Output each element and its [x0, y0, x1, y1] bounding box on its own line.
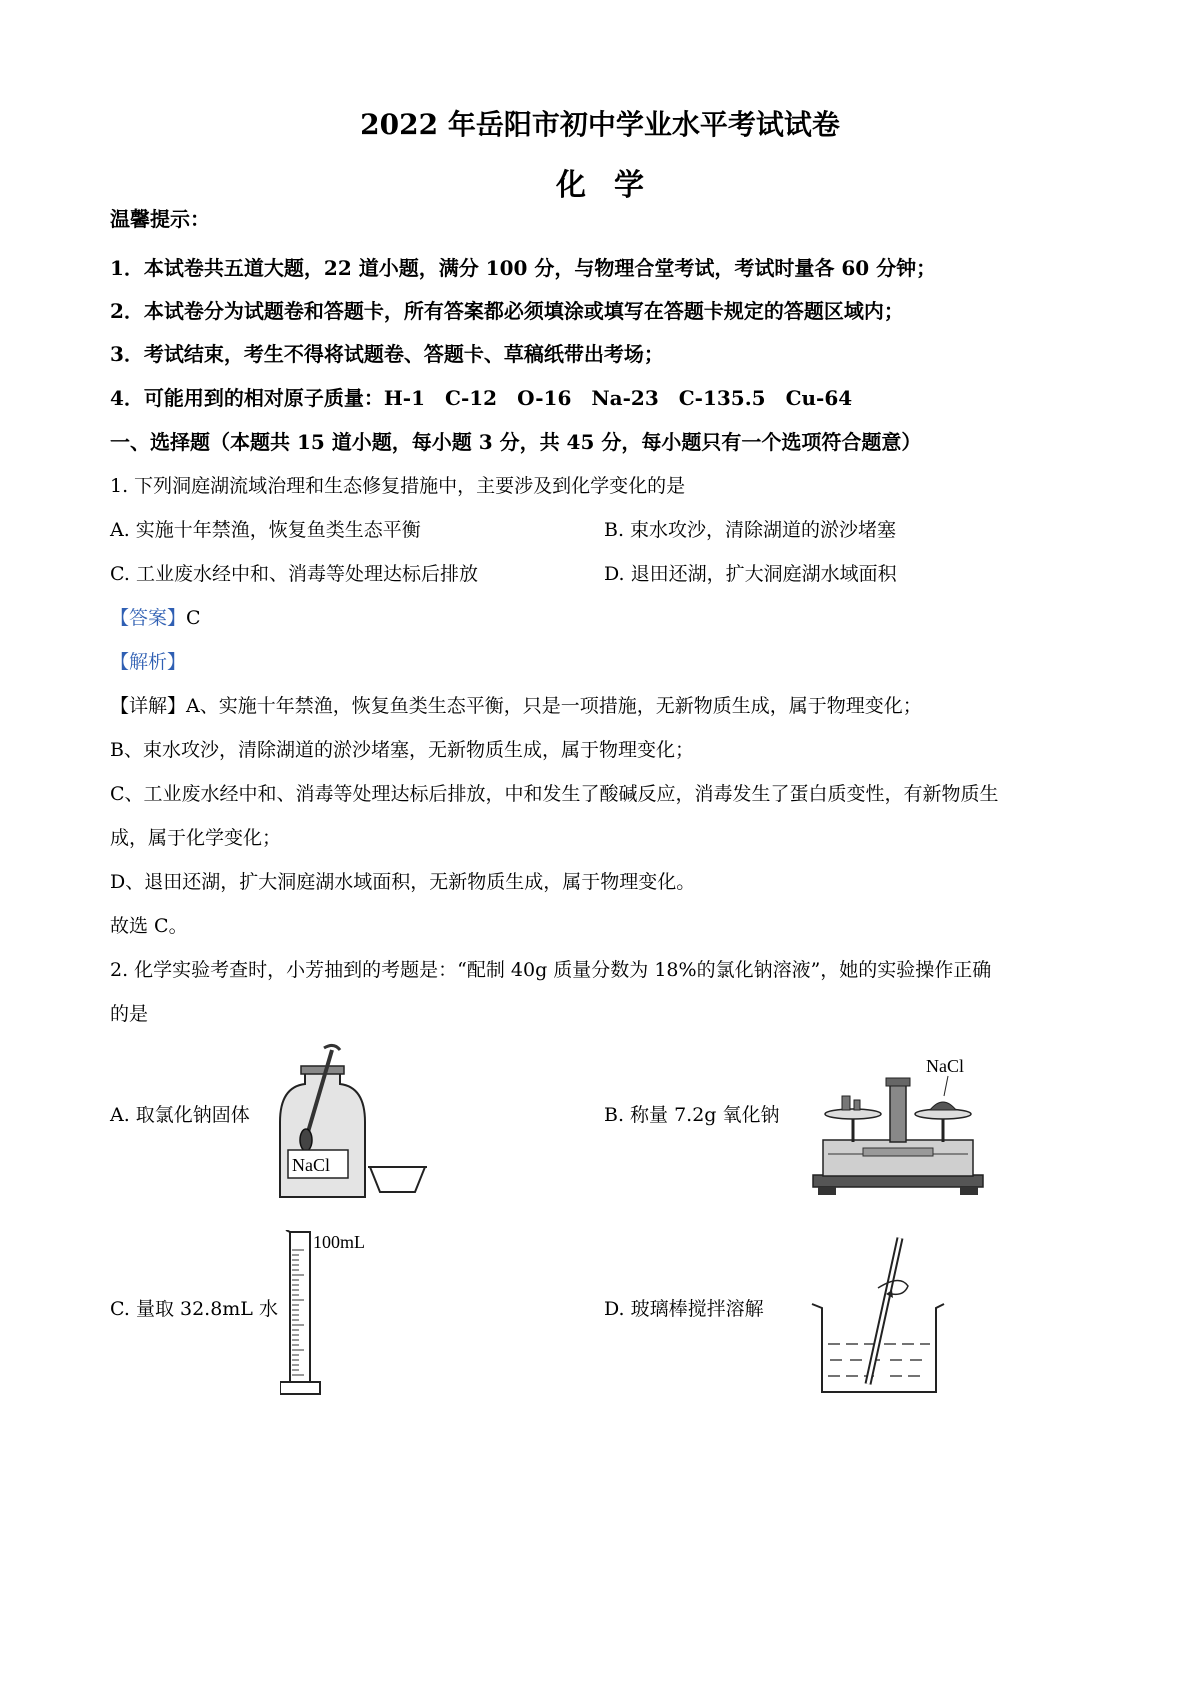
- q2-option-b: B. 称量 7.2g 氧化钠: [604, 1104, 780, 1126]
- q2-stem-line-2: 的是: [110, 1003, 149, 1025]
- detail-line-4: 成，属于化学变化；: [110, 827, 282, 849]
- q1-option-a: A. 实施十年禁渔，恢复鱼类生态平衡: [110, 519, 421, 541]
- tip-item-4: 4．可能用到的相对原子质量：H-1 C-12 O-16 Na-23 C-135.5 Cu-64: [110, 386, 853, 410]
- q2-option-c: C. 量取 32.8mL 水: [110, 1298, 278, 1320]
- detail-line-2: B、束水攻沙，清除湖道的淤沙堵塞，无新物质生成，属于物理变化；: [110, 739, 694, 761]
- tips-heading: 温馨提示：: [110, 207, 210, 231]
- q1-stem: 1. 下列洞庭湖流域治理和生态修复措施中，主要涉及到化学变化的是: [110, 475, 686, 497]
- q1-option-c: C. 工业废水经中和、消毒等处理达标后排放: [110, 563, 478, 585]
- q1-option-b: B. 束水攻沙，清除湖道的淤沙堵塞: [604, 519, 897, 541]
- detail-line-1: 【详解】A、实施十年禁渔，恢复鱼类生态平衡，只是一项措施，无新物质生成，属于物理变化；: [110, 695, 922, 717]
- answer-value: C: [186, 607, 201, 629]
- analysis-label: 【解析】: [110, 651, 187, 673]
- answer-label: 【答案】: [110, 607, 187, 629]
- balance-scale-figure: [808, 1050, 988, 1200]
- q2-stem-line-1: 2. 化学实验考查时，小芳抽到的考题是：“配制 40g 质量分数为 18%的氯化钠溶液”，她的实验操作正确: [110, 959, 992, 981]
- graduated-cylinder-figure: [280, 1230, 410, 1400]
- detail-line-6: 故选 C。: [110, 915, 188, 937]
- beaker-stirring-figure: [804, 1232, 954, 1402]
- tip-item-2: 2．本试卷分为试题卷和答题卡，所有答案都必须填涂或填写在答题卡规定的答题区域内；: [110, 299, 904, 323]
- detail-line-5: D、退田还湖，扩大洞庭湖水域面积，无新物质生成，属于物理变化。: [110, 871, 696, 893]
- tip-item-3: 3．考试结束，考生不得将试题卷、答题卡、草稿纸带出考场；: [110, 342, 664, 366]
- cylinder-label: 100mL: [313, 1232, 365, 1252]
- tip-item-1: 1．本试卷共五道大题，22 道小题，满分 100 分，与物理合堂考试，考试时量各 60 分钟；: [110, 256, 937, 280]
- exam-title: 2022 年岳阳市初中学业水平考试试卷: [360, 108, 840, 141]
- detail-line-3: C、工业废水经中和、消毒等处理达标后排放，中和发生了酸碱反应，消毒发生了蛋白质变性，有新物质生: [110, 783, 999, 805]
- balance-label: NaCl: [926, 1056, 964, 1076]
- section-heading: 一、选择题（本题共 15 道小题，每小题 3 分，共 45 分，每小题只有一个选项符合题意）: [110, 430, 922, 454]
- q2-option-d: D. 玻璃棒搅拌溶解: [604, 1298, 764, 1320]
- q1-answer-row: [110, 606, 201, 630]
- reagent-jar-figure: [270, 1042, 430, 1202]
- subject-title: 化学: [556, 168, 672, 203]
- jar-label: NaCl: [292, 1155, 330, 1175]
- q2-option-a: A. 取氯化钠固体: [110, 1104, 250, 1126]
- q1-option-d: D. 退田还湖，扩大洞庭湖水域面积: [604, 563, 897, 585]
